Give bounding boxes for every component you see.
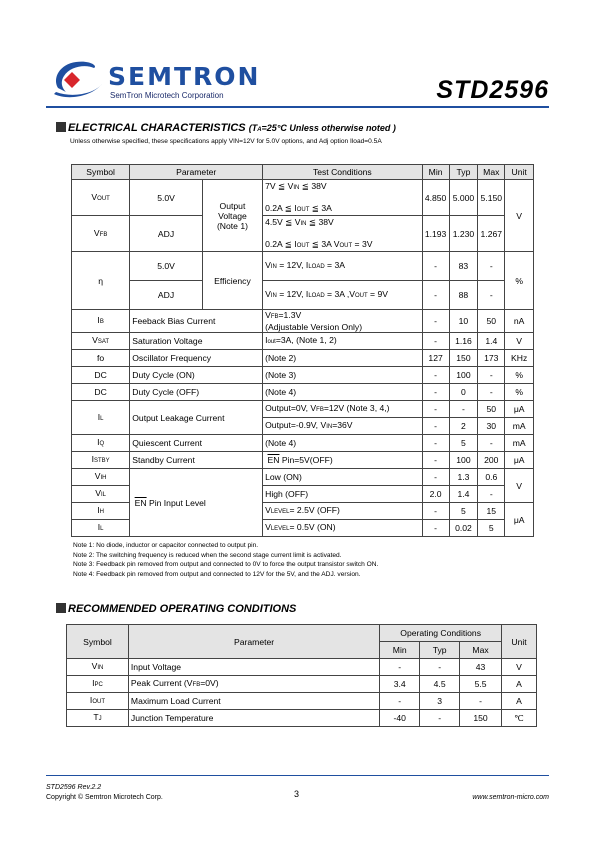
table-cell: fo [72, 350, 130, 367]
header-min: Min [422, 165, 449, 180]
text-span: PC [94, 682, 103, 688]
table-cell: - [422, 418, 449, 435]
table-cell: Peak Current (VFB=0V) [128, 676, 379, 693]
table-row [72, 252, 534, 281]
table-row [72, 216, 534, 252]
table-cell: -40 [380, 710, 420, 727]
table-cell: - [478, 435, 505, 452]
text-span: B [99, 319, 104, 325]
table-cell: Max [460, 642, 502, 659]
table-cell: 15 [478, 503, 505, 520]
table-cell: nA [505, 310, 534, 333]
table-cell: Oscillator Frequency [130, 350, 263, 367]
part-number: STD2596 [436, 76, 549, 104]
table-cell: - [478, 384, 505, 401]
revision-label: STD2596 Rev.2.2 [46, 784, 102, 791]
table-cell: - [422, 469, 449, 486]
table-cell: 5.0V [130, 180, 203, 216]
table-cell: 2.0 [422, 486, 449, 503]
table-cell: 30 [478, 418, 505, 435]
electrical-characteristics-title [56, 122, 396, 134]
text-span: IH [100, 475, 107, 481]
text-span: Pin Input Level [146, 497, 206, 508]
table-cell: 5 [478, 520, 505, 537]
table-row [72, 384, 534, 401]
table-cell: 1.193 [422, 216, 449, 252]
bullet-square-icon [56, 603, 66, 613]
table-cell: μA [505, 401, 534, 418]
table-cell: 4.5 [420, 676, 460, 693]
table-cell: VFB=1.3V (Adjustable Version Only) [263, 310, 422, 333]
table-cell: mA [505, 435, 534, 452]
table-cell: (Note 3) [263, 367, 422, 384]
table-cell: - [422, 435, 449, 452]
table-cell: KHz [505, 350, 534, 367]
table-cell: - [422, 452, 449, 469]
table-cell: 5.000 [449, 180, 478, 216]
table-cell: V [502, 659, 537, 676]
text-span: IN [300, 220, 307, 227]
table-cell: - [422, 281, 449, 310]
table-row [72, 401, 534, 418]
tbody-element [72, 165, 534, 537]
conditions-intro: Unless otherwise specified, these specifications apply VIN=12V for 5.0V options, and Adj option Iload=0.5A [70, 138, 382, 145]
table-cell: Input Voltage [128, 659, 379, 676]
table-cell: V [505, 333, 534, 350]
table-cell: IB [72, 310, 130, 333]
table-row [67, 693, 537, 710]
table-cell: Efficiency [202, 252, 262, 310]
table-cell: 1.267 [478, 216, 505, 252]
text-span: STBY [93, 458, 110, 464]
text-span: $\overline{EN}$ [267, 455, 280, 465]
text-span: LEVEL [270, 509, 290, 515]
table-cell: Output Voltage (Note 1) [202, 180, 262, 252]
table-cell: Output Leakage Current [130, 401, 263, 435]
table-cell: IPC [67, 676, 129, 693]
text-span: SAT [97, 339, 110, 345]
text-span: IN [270, 264, 277, 270]
table-header-row [72, 165, 534, 180]
operating-conditions-table [66, 624, 537, 727]
header-parameter: Parameter [130, 165, 263, 180]
table-cell: μA [505, 503, 534, 537]
table-cell: Quiescent Current [130, 435, 263, 452]
table-cell: Iout=3A, (Note 1, 2) [263, 333, 422, 350]
table-cell: 5.0V [130, 252, 203, 281]
table-cell: V [505, 180, 534, 252]
text-span: OUT [296, 242, 310, 249]
text-span: OUT [296, 206, 310, 213]
table-cell: VSAT [72, 333, 130, 350]
table-cell: - [422, 310, 449, 333]
table-cell: IH [72, 503, 130, 520]
table-cell: ℃ [502, 710, 537, 727]
text-span: IL [100, 492, 106, 498]
table-cell: ISTBY [72, 452, 130, 469]
table-cell: (Note 4) [263, 384, 422, 401]
table-cell: (Note 2) [263, 350, 422, 367]
table-row [72, 310, 534, 333]
table-cell: 5 [449, 503, 478, 520]
table-cell: 173 [478, 350, 505, 367]
table-cell: 200 [478, 452, 505, 469]
table-cell: 4.850 [422, 180, 449, 216]
table-cell: - [422, 503, 449, 520]
table-cell: A [502, 676, 537, 693]
table-cell: - [478, 281, 505, 310]
table-cell: - [478, 252, 505, 281]
table-cell: 150 [449, 350, 478, 367]
table-cell: Unit [502, 625, 537, 659]
table-cell: 3 [420, 693, 460, 710]
table-cell: Feeback Bias Current [130, 310, 263, 333]
table-row [72, 180, 534, 216]
table-cell: 4.5V ≦ VIN ≦ 38V 0.2A ≦ IOUT ≦ 3A VOUT = 3V [263, 216, 422, 252]
table-row [72, 367, 534, 384]
table-cell: % [505, 384, 534, 401]
table-row [72, 435, 534, 452]
table-cell: Output=-0.9V, VIN=36V [263, 418, 422, 435]
table-cell: 1.4 [478, 333, 505, 350]
text-span: A [257, 127, 262, 133]
table-cell: - [420, 659, 460, 676]
table-cell: 1.230 [449, 216, 478, 252]
header-typ: Typ [449, 165, 478, 180]
table-cell: VIN = 12V, ILOAD = 3A [263, 252, 422, 281]
brand-subtitle: SemTron Microtech Corporation [110, 91, 224, 100]
table-cell: Output=0V, VFB=12V (Note 3, 4,) [263, 401, 422, 418]
table-cell: Operating Conditions [380, 625, 502, 642]
table-row [72, 281, 534, 310]
table-cell: 2 [449, 418, 478, 435]
text-span: out [267, 339, 276, 345]
table-header-row [67, 625, 537, 642]
table-cell: Duty Cycle (ON) [130, 367, 263, 384]
table-cell: 150 [460, 710, 502, 727]
table-cell: η [72, 252, 130, 310]
website-link[interactable]: www.semtron-micro.com [472, 794, 549, 801]
text-span: J [98, 716, 102, 722]
table-row [67, 710, 537, 727]
table-cell: Parameter [128, 625, 379, 659]
table-cell: ADJ [130, 216, 203, 252]
path-element [64, 72, 80, 88]
text-span: IN [326, 424, 333, 430]
table-cell: 5.150 [478, 180, 505, 216]
table-row [67, 659, 537, 676]
table-cell: - [380, 659, 420, 676]
table-cell: IQ [72, 435, 130, 452]
recommended-operating-conditions-title [56, 603, 296, 615]
text-span: Pin=5V(OFF) [279, 455, 333, 465]
symbol-cell: VFB [72, 216, 130, 252]
table-cell: Symbol [67, 625, 129, 659]
header-symbol: Symbol [72, 165, 130, 180]
table-cell: 1.3 [449, 469, 478, 486]
table-cell: Duty Cycle (OFF) [130, 384, 263, 401]
text-span: L [100, 415, 104, 422]
copyright: Copyright © Semtron Microtech Corp. [46, 794, 163, 801]
table-cell: - [478, 486, 505, 503]
table-cell: VIN [67, 659, 129, 676]
text-span: OUT [339, 242, 353, 249]
table-cell: ADJ [130, 281, 203, 310]
table-cell: - [478, 367, 505, 384]
table-cell: Min [380, 642, 420, 659]
text-span: LOAD [308, 293, 325, 299]
table-cell: - [420, 710, 460, 727]
table-cell: - [422, 520, 449, 537]
table-row [72, 333, 534, 350]
table-row [67, 676, 537, 693]
table-cell: 7V ≦ VIN ≦ 38V 0.2A ≦ IOUT ≦ 3A [263, 180, 422, 216]
table-cell: 5 [449, 435, 478, 452]
text-span: OUT [97, 195, 110, 202]
table-cell: Low (ON) [263, 469, 422, 486]
table-cell: Maximum Load Current [128, 693, 379, 710]
table-cell: IOUT [67, 693, 129, 710]
note-1: Note 1: No diode, inductor or capacitor connected to output pin. [73, 542, 259, 549]
table-cell: VLEVEL= 0.5V (ON) [263, 520, 422, 537]
header-unit: Unit [505, 165, 534, 180]
table-cell: - [460, 693, 502, 710]
table-cell: A [502, 693, 537, 710]
text-span: FB [316, 407, 324, 413]
table-cell: - [422, 333, 449, 350]
note-2: Note 2: The switching frequency is reduced when the second stage current limit is activated. [73, 551, 342, 559]
table-cell: - [422, 384, 449, 401]
table-cell: DC [72, 367, 130, 384]
text-span: LOAD [308, 264, 325, 270]
table-cell: 0.6 [478, 469, 505, 486]
table-cell: 83 [449, 252, 478, 281]
table-row [72, 350, 534, 367]
text-span: IN [233, 139, 240, 145]
text-span: IN [270, 293, 277, 299]
table-cell: - [422, 252, 449, 281]
page-number: 3 [294, 789, 300, 799]
table-cell: TJ [67, 710, 129, 727]
bullet-square-icon [56, 122, 66, 132]
table-notes [73, 541, 378, 579]
text-span: FB [192, 682, 201, 688]
note-4: Note 4: Feedback pin removed from output and connected to 12V for the 5V, and the ADJ. version. [73, 570, 361, 578]
table-cell: Saturation Voltage [130, 333, 263, 350]
text-span: H [99, 509, 104, 515]
text-span: OUT [92, 699, 105, 705]
table-cell: VIH [72, 469, 130, 486]
table-cell: 50 [478, 401, 505, 418]
table-cell: DC [72, 384, 130, 401]
table-cell: 100 [449, 452, 478, 469]
table-cell: VIL [72, 486, 130, 503]
table-cell: mA [505, 418, 534, 435]
table-cell: 127 [422, 350, 449, 367]
condition-note: (TA=25°C Unless otherwise noted ) [248, 123, 396, 133]
table-cell: 1.16 [449, 333, 478, 350]
text-span: LEVEL [270, 526, 290, 532]
table-cell: - [422, 367, 449, 384]
table-cell: 0 [449, 384, 478, 401]
table-cell: 10 [449, 310, 478, 333]
text-span: L [100, 526, 104, 532]
table-cell: 1.4 [449, 486, 478, 503]
text-span: IN [293, 184, 300, 191]
table-cell: μA [505, 452, 534, 469]
text-span: $\overline{EN}$ [134, 497, 147, 508]
table-cell: 50 [478, 310, 505, 333]
table-cell: % [505, 252, 534, 310]
table-row [72, 469, 534, 486]
table-cell: 3.4 [380, 676, 420, 693]
text-span: RECOMMENDED OPERATING CONDITIONS [68, 603, 297, 615]
tbody-element [67, 625, 537, 727]
text-span: FB [270, 314, 279, 320]
header-test-conditions: Test Conditions [263, 165, 422, 180]
note-3: Note 3: Feedback pin removed from output and connected to 0V to force the output transistor switch ON. [73, 561, 379, 568]
symbol-cell: VOUT [72, 180, 130, 216]
text-span: Q [99, 441, 105, 447]
table-cell: 5.5 [460, 676, 502, 693]
table-cell: VIN = 12V, ILOAD = 3A ,VOUT = 9V [263, 281, 422, 310]
table-cell [263, 452, 422, 469]
footer-rule [46, 775, 549, 776]
table-cell: IL [72, 401, 130, 435]
header-rule [46, 106, 549, 108]
text-span: IN [97, 665, 104, 671]
table-cell: IL [72, 520, 130, 537]
table-cell: 88 [449, 281, 478, 310]
table-cell: 100 [449, 367, 478, 384]
table-cell: 43 [460, 659, 502, 676]
table-cell: - [380, 693, 420, 710]
table-cell: 0.02 [449, 520, 478, 537]
text-span: OUT [355, 293, 368, 299]
table-cell: % [505, 367, 534, 384]
table-cell: V [505, 469, 534, 503]
header-max: Max [478, 165, 505, 180]
table-cell: VLEVEL= 2.5V (OFF) [263, 503, 422, 520]
text-span: FB [99, 231, 108, 238]
semtron-logo-icon [50, 58, 106, 102]
table-row [72, 452, 534, 469]
table-cell: - [449, 401, 478, 418]
table-cell: Standby Current [130, 452, 263, 469]
table-cell: High (OFF) [263, 486, 422, 503]
table-cell: Typ [420, 642, 460, 659]
table-cell: (Note 4) [263, 435, 422, 452]
text-span: ELECTRICAL CHARACTERISTICS [68, 122, 246, 134]
table-cell: - [422, 401, 449, 418]
brand-name: SEMTRON [108, 62, 261, 91]
table-cell [130, 469, 263, 537]
electrical-characteristics-table [71, 164, 534, 537]
table-cell: Junction Temperature [128, 710, 379, 727]
